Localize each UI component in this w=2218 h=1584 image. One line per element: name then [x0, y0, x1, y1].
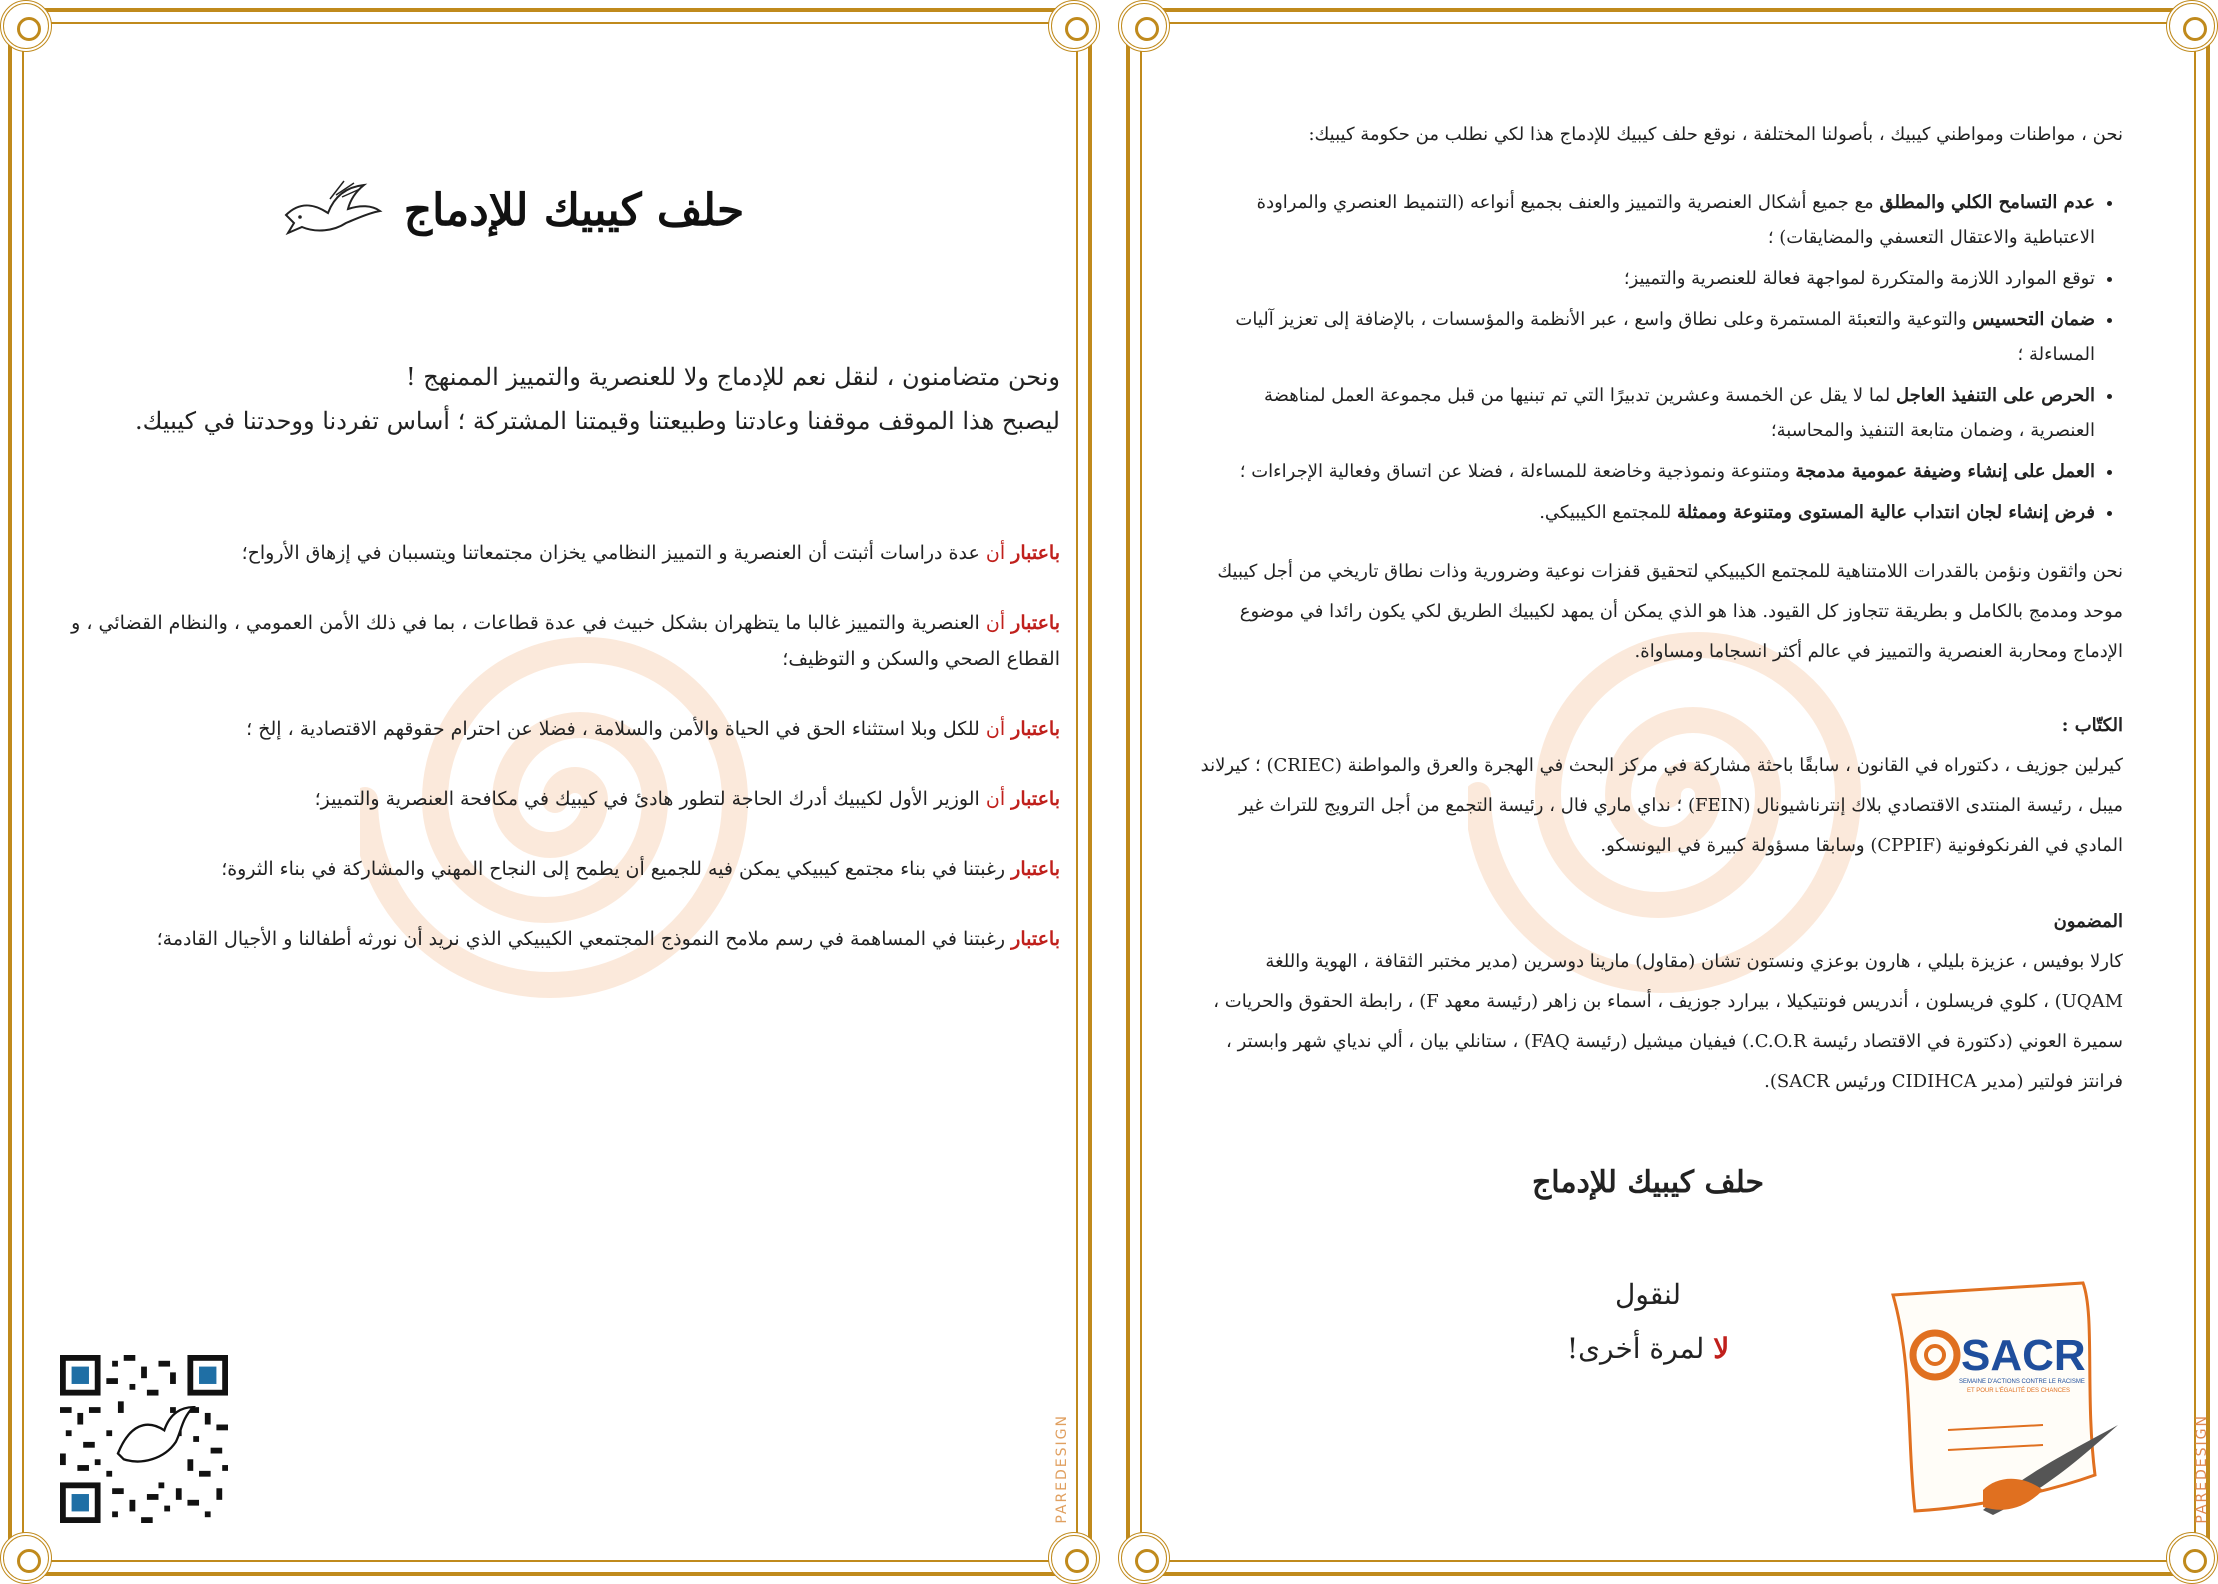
considerations-list	[40, 535, 1060, 991]
keyword: باعتبار	[1011, 542, 1060, 564]
slogan-no: لا	[1713, 1332, 1730, 1365]
logo-text: SACR	[1961, 1331, 2086, 1380]
title-block	[200, 155, 820, 265]
corner-ornament	[0, 0, 52, 52]
corner-ornament	[1048, 1532, 1100, 1584]
keyword: أن	[985, 788, 1006, 810]
consideration-text: للكل وبلا استثناء الحق في الحياة والأمن والسلامة ، فضلا عن احترام حقوقهم الاقتصادية ، إلخ ؛	[246, 718, 980, 740]
consideration-item	[40, 605, 1060, 677]
demand-text: مع جميع أشكال العنصرية والتمييز والعنف بجميع أنواعه (التنميط العنصري والمراودة الاعتباطية والاعتقال التعسفي والمضايقات) ؛	[1256, 192, 2095, 248]
designer-credit: PAREDESIGN	[2194, 1414, 2210, 1524]
consideration-text: الوزير الأول لكيبيك أدرك الحاجة لتطور هادئ في كيبيك في مكافحة العنصرية والتمييز؛	[314, 788, 980, 810]
consideration-item	[40, 535, 1060, 571]
consideration-item	[40, 921, 1060, 957]
consideration-item	[40, 711, 1060, 747]
consideration-text: رغبتنا في بناء مجتمع كيبيكي يمكن فيه للجميع أن يطمح إلى النجاح المهني والمشاركة في بناء الثروة؛	[221, 858, 1006, 880]
sacr-logo	[1873, 1275, 2133, 1535]
page-left	[0, 0, 1100, 1584]
closing-title: حلف كيبيك للإدماج	[1531, 1165, 1765, 1200]
corner-ornament	[2166, 1532, 2218, 1584]
demand-intro: نحن ، مواطنات ومواطني كيبيك ، بأصولنا المختلفة ، نوقع حلف كيبيك للإدماج هذا لكي نطلب من حكومة كيبيك:	[1308, 124, 2123, 145]
keyword: باعتبار	[1011, 788, 1060, 810]
consideration-text: رغبتنا في المساهمة في رسم ملامح النموذج المجتمعي الكيبيكي الذي نريد أن نورثه أطفالنا و الأجيال القادمة؛	[156, 928, 1006, 950]
corner-ornament	[0, 1532, 52, 1584]
demand-text: والتوعية والتعبئة المستمرة وعلى نطاق واسع ، عبر الأنظمة والمؤسسات ، بالإضافة إلى تعزيز آليات المساءلة ؛	[1235, 309, 2095, 365]
consideration-item	[40, 851, 1060, 887]
writers-text: كيرلين جوزيف ، دكتوراه في القانون ، سابقًا باحثة مشاركة في مركز البحث في الهجرة والعرق والمواطنة (CRIEC) ؛ كيرلاند ميبل ، رئيسة المنتدى الاقتصادي بلاك إنترناشيونال (FEIN) ؛ نداي ماري فال ، رئيسة التجمع من أجل الترويج للتراث غير المادي في الفرنكوفونية (CPPIF) وسابقا مسؤولة كبيرة في اليونسكو.	[1200, 755, 2123, 856]
slogan	[1518, 1268, 1778, 1376]
writers-section	[1198, 706, 2123, 866]
intro-text	[100, 355, 1060, 443]
slogan-rest: لمرة أخرى!	[1566, 1332, 1705, 1365]
intro-line: ليصبح هذا الموقف موقفنا وعادتنا وطبيعتنا وقيمتنا المشتركة ؛ أساس تفردنا ووحدتنا في كيبيك.	[135, 407, 1060, 435]
demand-bold: العمل على إنشاء وضيفة عمومية مدمجة	[1795, 461, 2095, 482]
keyword: أن	[985, 612, 1006, 634]
section-heading: الكتّاب :	[2061, 715, 2123, 736]
demand-bold: عدم التسامح الكلي والمطلق	[1879, 192, 2095, 213]
signers-text: كارلا بوفيس ، عزيزة بليلي ، هارون بوعزي ونستون تشان (مقاول) مارينا دوسرين (مدير مختبر الثقافة ، الهوية واللغة UQAM) ، كلوي فريسلون ، أندريس فونتيكيلا ، بيرارد جوزيف ، أسماء بن زاهر (رئيسة معهد F) ، رابطة الحقوق والحريات ، سميرة العوني (دكتورة في الاقتصاد رئيسة C.O.R.) فيفيان ميشيل (رئيسة FAQ) ، ستانلي بيان ، ألي ندياي شهر وابستر ، فرانتز فولتير (مدير CIDIHCA ورئيس SACR).	[1213, 951, 2123, 1092]
consideration-text: عدة دراسات أثبتت أن العنصرية و التمييز النظامي يخزان مجتمعاتنا ويتسببان في إزهاق الأرواح؛	[241, 542, 980, 564]
section-heading: المضمون	[2053, 911, 2123, 932]
consideration-text: العنصرية والتمييز غالبا ما يتظهران بشكل خبيث في عدة قطاعات ، بما في ذلك الأمن العمومي ، والنظام القضائي ، و القطاع الصحي والسكن و التوظيف؛	[71, 612, 1060, 670]
corner-ornament	[1048, 0, 1100, 52]
demand-item	[1198, 378, 2095, 448]
designer-credit: PAREDESIGN	[1054, 1414, 1070, 1524]
dove-icon	[276, 175, 386, 245]
page-right	[1118, 0, 2218, 1584]
corner-ornament	[1118, 1532, 1170, 1584]
keyword: باعتبار	[1011, 612, 1060, 634]
demand-text: لما لا يقل عن الخمسة وعشرين تدبيرًا التي تم تبنيها من قبل مجموعة العمل لمناهضة العنصرية ، وضمان متابعة التنفيذ والمحاسبة؛	[1263, 385, 2095, 441]
corner-ornament	[2166, 0, 2218, 52]
demand-bold: ضمان التحسيس	[1972, 309, 2095, 330]
keyword: باعتبار	[1011, 858, 1060, 880]
demand-item	[1198, 454, 2095, 489]
demand-text: ومتنوعة ونموذجية وخاضعة للمساءلة ، فضلا عن اتساق وفعالية الإجراءات ؛	[1239, 461, 1790, 482]
qr-code[interactable]	[60, 1355, 228, 1523]
corner-ornament	[1118, 0, 1170, 52]
demand-item	[1198, 185, 2095, 255]
keyword: أن	[985, 542, 1006, 564]
demand-item	[1198, 302, 2095, 372]
slogan-line	[1518, 1322, 1778, 1376]
slogan-line: لنقول	[1615, 1278, 1681, 1311]
demand-text: للمجتمع الكيبيكي.	[1539, 502, 1672, 523]
trust-paragraph: نحن واثقون ونؤمن بالقدرات اللامتناهية للمجتمع الكيبيكي لتحقيق قفزات نوعية وضرورية وذات نطاق تاريخي من أجل كيبيك موحد ومدمج بالكامل و بطريقة تتجاوز كل القيود. هذا هو الذي يمكن أن يمهد لكيبيك الطريق لكي يكون رائدا في موضوع الإدماج ومحاربة العنصرية والتمييز في عالم أكثر انسجاما ومساواة.	[1217, 561, 2123, 662]
logo-subtitle: ET POUR L'ÉGALITÉ DES CHANCES	[1967, 1388, 2071, 1394]
demand-bold: فرض إنشاء لجان انتداب عالية المستوى ومتنوعة وممثلة	[1676, 502, 2095, 523]
keyword: أن	[985, 718, 1006, 740]
page-title: حلف كيبيك للإدماج	[403, 184, 745, 236]
intro-line: ونحن متضامنون ، لنقل نعم للإدماج ولا للعنصرية والتمييز الممنهج !	[405, 363, 1060, 391]
signers-section	[1198, 902, 2123, 1102]
logo-subtitle: SEMAINE D'ACTIONS CONTRE LE RACISME	[1959, 1379, 2085, 1385]
keyword: باعتبار	[1011, 928, 1060, 950]
demand-item	[1198, 261, 2095, 296]
demand-bold: الحرص على التنفيذ العاجل	[1895, 385, 2095, 406]
demand-item	[1198, 495, 2095, 530]
consideration-item	[40, 781, 1060, 817]
demands-list	[1198, 185, 2123, 536]
demand-text: توقع الموارد اللازمة والمتكررة لمواجهة فعالة للعنصرية والتمييز؛	[1623, 268, 2095, 289]
keyword: باعتبار	[1011, 718, 1060, 740]
